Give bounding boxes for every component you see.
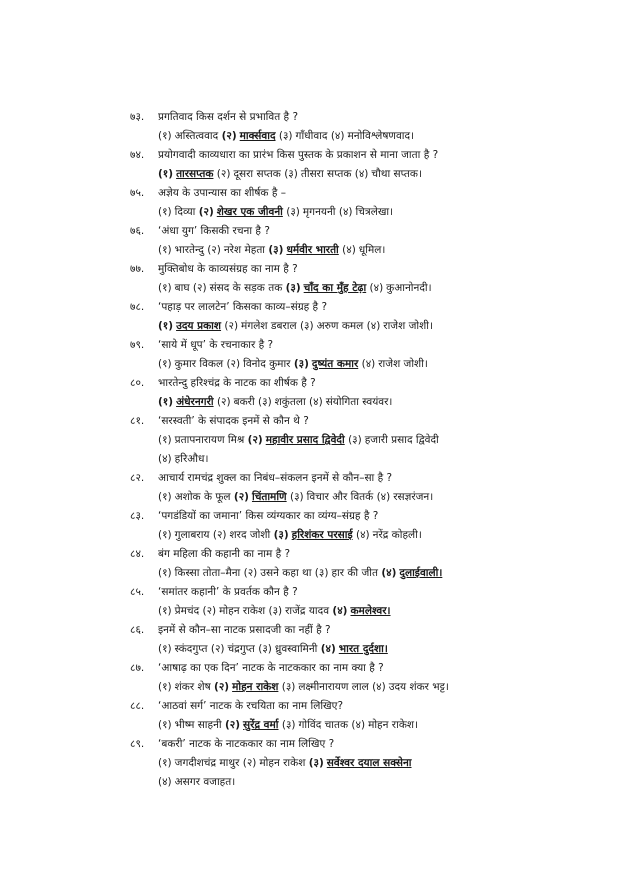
question-number: ८२. bbox=[130, 472, 145, 484]
option-label: (१) bbox=[158, 130, 172, 142]
question-line bbox=[130, 507, 622, 526]
option-text: दूसरा सप्तक bbox=[233, 168, 281, 180]
option-text: हरिशंकर परसाई bbox=[291, 529, 353, 541]
option-label: (२) bbox=[242, 757, 257, 769]
question-line bbox=[130, 374, 622, 393]
question-block bbox=[130, 108, 622, 146]
option-text: जगदीशचंद्र माथुर bbox=[174, 757, 240, 769]
option bbox=[362, 358, 428, 370]
option-text: स्कंदगुप्त bbox=[174, 643, 208, 655]
options-line bbox=[130, 241, 622, 260]
option bbox=[158, 529, 210, 541]
option-label: (४) bbox=[309, 396, 323, 408]
option-label: (४) bbox=[351, 719, 366, 731]
question-number: ७६. bbox=[130, 225, 145, 237]
option-label: (३) bbox=[290, 491, 304, 503]
option-text: गोविंद चातक bbox=[298, 719, 349, 731]
question-block bbox=[130, 222, 622, 260]
option-text: गुलाबराय bbox=[174, 529, 210, 541]
option-label: (१) bbox=[158, 320, 174, 332]
option-label: (२) bbox=[198, 206, 214, 218]
option-label: (१) bbox=[158, 643, 172, 655]
question-line bbox=[130, 184, 622, 203]
option bbox=[217, 168, 281, 180]
option-text: मोहन राकेश bbox=[259, 757, 306, 769]
question-block bbox=[130, 146, 622, 184]
options-line bbox=[130, 127, 622, 146]
correct-option bbox=[274, 529, 353, 541]
option-text: चाँद का मुँह टेढ़ा bbox=[303, 282, 367, 294]
option-label: (१) bbox=[158, 681, 172, 693]
option bbox=[224, 320, 296, 332]
option-text: मंगलेश डबराल bbox=[241, 320, 297, 332]
question-number: ८९. bbox=[130, 738, 145, 750]
option bbox=[158, 643, 208, 655]
options-line bbox=[130, 393, 622, 412]
correct-option bbox=[234, 491, 287, 503]
question-line bbox=[130, 298, 622, 317]
question-text: बंग महिला की कहानी का नाम है ? bbox=[158, 548, 291, 560]
option-label: (२) bbox=[247, 434, 263, 446]
correct-option bbox=[199, 206, 283, 218]
question-line bbox=[130, 108, 622, 127]
option-text: अंधेरनगरी bbox=[176, 396, 214, 408]
question-text: ‘सरस्वती’ के संपादक इनमें से कौन थे ? bbox=[158, 415, 309, 427]
options-line bbox=[130, 165, 622, 184]
option bbox=[370, 282, 432, 294]
option bbox=[290, 491, 373, 503]
option bbox=[158, 282, 190, 294]
option bbox=[258, 396, 306, 408]
options-line bbox=[130, 526, 622, 545]
option-label: (३) bbox=[284, 168, 298, 180]
option-label: (२) bbox=[212, 529, 227, 541]
question-number: ७७. bbox=[130, 263, 145, 275]
option bbox=[268, 605, 329, 617]
option-text: तारसप्तक bbox=[176, 168, 214, 180]
option bbox=[158, 605, 199, 617]
option bbox=[158, 453, 208, 465]
option-text: भीष्म साहनी bbox=[174, 719, 222, 731]
option-text: दुलाईवाली। bbox=[399, 567, 443, 579]
option bbox=[356, 529, 422, 541]
question-text: इनमें से कौन–सा नाटक प्रसादजी का नहीं है ? bbox=[158, 624, 331, 636]
option-label: (३) bbox=[293, 358, 309, 370]
option-label: (१) bbox=[158, 434, 172, 446]
option-text: प्रेमचंद bbox=[174, 605, 200, 617]
option-text: धूमिल। bbox=[358, 244, 386, 256]
option bbox=[342, 244, 385, 256]
option-text: मनोविश्लेषणवाद। bbox=[347, 130, 415, 142]
question-text: ‘पहाड़ पर लालटेन’ किसका काव्य–संग्रह है ? bbox=[158, 301, 328, 313]
question-line bbox=[130, 621, 622, 640]
option-label: (२) bbox=[226, 358, 241, 370]
question-line bbox=[130, 412, 622, 431]
option-label: (२) bbox=[224, 320, 239, 332]
option-text: चित्रलेखा। bbox=[355, 206, 394, 218]
correct-option bbox=[214, 681, 278, 693]
option bbox=[213, 529, 270, 541]
question-number: ७९. bbox=[130, 339, 145, 351]
question-block bbox=[130, 507, 622, 545]
option-label: (४) bbox=[355, 529, 370, 541]
option-label: (४) bbox=[330, 130, 345, 142]
option-text: महावीर प्रसाद द्विवेदी bbox=[265, 434, 345, 446]
question-number: ७८. bbox=[130, 301, 145, 313]
option-text: रसज्ञरंजन। bbox=[393, 491, 434, 503]
option-label: (३) bbox=[348, 434, 362, 446]
option-label: (४) bbox=[342, 244, 356, 256]
option bbox=[282, 719, 348, 731]
option-label: (३) bbox=[278, 130, 293, 142]
correct-option bbox=[309, 757, 412, 769]
option-text: मृगनयनी bbox=[302, 206, 336, 218]
option-label: (१) bbox=[158, 396, 174, 408]
correct-option bbox=[158, 168, 213, 180]
option-text: धर्मवीर भारती bbox=[286, 244, 339, 256]
options-line bbox=[130, 317, 622, 336]
option-label: (४) bbox=[338, 206, 353, 218]
option-text: कमलेश्वर। bbox=[350, 605, 391, 617]
option-text: किस्सा तोता–मैना bbox=[174, 567, 241, 579]
question-text: मुक्तिबोध के काव्यसंग्रह का नाम है ? bbox=[158, 263, 298, 275]
question-block bbox=[130, 697, 622, 735]
correct-option bbox=[248, 434, 345, 446]
option-label: (३) bbox=[268, 605, 283, 617]
question-number: ८७. bbox=[130, 662, 145, 674]
option-text: मोहन राकेश। bbox=[368, 719, 418, 731]
option-text: शरद जोशी bbox=[229, 529, 271, 541]
option-label: (१) bbox=[158, 605, 172, 617]
option bbox=[158, 757, 239, 769]
question-block bbox=[130, 583, 622, 621]
option-text: राजेंद्र यादव bbox=[285, 605, 330, 617]
options-line bbox=[130, 754, 622, 773]
question-text: ‘पगडंडियों का जमाना’ किस व्यंग्यकार का व्यंग्य–संग्रह है ? bbox=[158, 510, 379, 522]
option-text: बकरी bbox=[233, 396, 255, 408]
question-number: ८०. bbox=[130, 377, 145, 389]
question-text: ‘आषाढ़ का एक दिन’ नाटक के नाटककार का नाम क्या है ? bbox=[158, 662, 384, 674]
question-line bbox=[130, 545, 622, 564]
option-label: (१) bbox=[158, 206, 172, 218]
option-label: (४) bbox=[376, 491, 391, 503]
option-label: (२) bbox=[202, 605, 217, 617]
option bbox=[158, 244, 204, 256]
option bbox=[158, 434, 244, 446]
option bbox=[158, 681, 211, 693]
question-line bbox=[130, 336, 622, 355]
options-line bbox=[130, 431, 622, 450]
question-number: ८४. bbox=[130, 548, 145, 560]
option-text: हार की जीत bbox=[331, 567, 378, 579]
option-text: सर्वेश्वर दयाल सक्सेना bbox=[326, 757, 412, 769]
options-line bbox=[130, 564, 622, 583]
question-number: ८८. bbox=[130, 700, 145, 712]
correct-option bbox=[222, 130, 276, 142]
question-block bbox=[130, 412, 622, 469]
option-label: (२) bbox=[210, 643, 225, 655]
option bbox=[339, 206, 393, 218]
question-block bbox=[130, 621, 622, 659]
option-label: (१) bbox=[158, 719, 172, 731]
options-line bbox=[130, 488, 622, 507]
option-label: (२) bbox=[221, 130, 237, 142]
option-label: (१) bbox=[158, 282, 172, 294]
question-text: ‘समांतर कहानी’ के प्रवर्तक कौन है ? bbox=[158, 586, 298, 598]
option-text: लक्ष्मीनारायण लाल bbox=[298, 681, 369, 693]
option-text: चिंतामणि bbox=[251, 491, 287, 503]
option-text: मार्क्सवाद bbox=[239, 130, 276, 142]
options-line bbox=[130, 450, 622, 469]
question-number: ८६. bbox=[130, 624, 145, 636]
question-line bbox=[130, 469, 622, 488]
option bbox=[243, 757, 306, 769]
options-line bbox=[130, 773, 622, 792]
options-line bbox=[130, 203, 622, 222]
option-text: विनोद कुमार bbox=[243, 358, 291, 370]
option-text: नरेंद्र कोहली। bbox=[372, 529, 422, 541]
option bbox=[286, 206, 335, 218]
option-label: (४) bbox=[332, 605, 348, 617]
option-label: (३) bbox=[299, 320, 314, 332]
option-label: (३) bbox=[314, 567, 329, 579]
options-line bbox=[130, 716, 622, 735]
option-label: (२) bbox=[233, 491, 249, 503]
question-list bbox=[130, 108, 622, 792]
option-label: (१) bbox=[158, 244, 172, 256]
option-text: कुआनोनदी। bbox=[386, 282, 432, 294]
question-number: ७५. bbox=[130, 187, 145, 199]
option-label: (३) bbox=[286, 206, 300, 218]
question-block bbox=[130, 260, 622, 298]
question-line bbox=[130, 583, 622, 602]
option bbox=[315, 567, 378, 579]
question-line bbox=[130, 659, 622, 678]
question-block bbox=[130, 469, 622, 507]
option bbox=[158, 719, 222, 731]
option-text: शकुंतला bbox=[274, 396, 306, 408]
option-label: (३) bbox=[285, 282, 301, 294]
option bbox=[203, 605, 266, 617]
option bbox=[284, 168, 351, 180]
correct-option bbox=[332, 605, 390, 617]
question-text: ‘साये में धूप’ के रचनाकार है ? bbox=[158, 339, 274, 351]
option-text: संसद के सड़क तक bbox=[209, 282, 283, 294]
option-label: (४) bbox=[369, 282, 384, 294]
option-label: (२) bbox=[224, 719, 241, 731]
option-label: (१) bbox=[158, 358, 172, 370]
option-text: दुष्यंत कमार bbox=[311, 358, 359, 370]
option bbox=[158, 776, 235, 788]
correct-option bbox=[158, 320, 221, 332]
option-text: तीसरा सप्तक bbox=[300, 168, 352, 180]
question-text: ‘आठवां सर्ग’ नाटक के रचयिता का नाम लिखिए? bbox=[158, 700, 344, 712]
option bbox=[309, 396, 392, 408]
question-text: प्रयोगवादी काव्यधारा का प्रारंभ किस पुस्तक के प्रकाशन से माना जाता है ? bbox=[158, 149, 439, 161]
question-block bbox=[130, 184, 622, 222]
option-label: (४) bbox=[158, 776, 172, 788]
option bbox=[158, 206, 195, 218]
option-label: (१) bbox=[158, 529, 172, 541]
option bbox=[367, 320, 433, 332]
option-text: सुरेंद्र वर्मा bbox=[243, 719, 279, 731]
question-block bbox=[130, 735, 622, 792]
question-block bbox=[130, 298, 622, 336]
option-text: भारतेन्दु bbox=[174, 244, 204, 256]
option-text: अरुण कमल bbox=[316, 320, 364, 332]
option-text: मोहन राकेश bbox=[219, 605, 266, 617]
option-text: चंद्रगुप्त bbox=[227, 643, 255, 655]
option-label: (३) bbox=[308, 757, 324, 769]
option bbox=[207, 244, 265, 256]
options-line bbox=[130, 678, 622, 697]
option-label: (१) bbox=[158, 168, 174, 180]
option bbox=[377, 491, 434, 503]
option-text: शेखर एक जीवनी bbox=[216, 206, 283, 218]
option bbox=[158, 358, 223, 370]
option-text: गाँधीवाद bbox=[295, 130, 328, 142]
question-block bbox=[130, 336, 622, 374]
option-label: (३) bbox=[258, 643, 272, 655]
question-number: ८१. bbox=[130, 415, 145, 427]
option bbox=[244, 567, 312, 579]
option-text: अस्तित्ववाद bbox=[174, 130, 219, 142]
question-text: ‘अंधा युग’ किसकी रचना है ? bbox=[158, 225, 270, 237]
option bbox=[279, 130, 328, 142]
question-number: ७४. bbox=[130, 149, 145, 161]
options-line bbox=[130, 640, 622, 659]
question-text: भारतेन्दु हरिश्चंद्र के नाटक का शीर्षक है ? bbox=[158, 377, 316, 389]
correct-option bbox=[268, 244, 338, 256]
option-label: (२) bbox=[216, 396, 231, 408]
option-text: बाघ bbox=[174, 282, 190, 294]
options-line bbox=[130, 279, 622, 298]
option-text: प्रतापनारायण मिश्र bbox=[174, 434, 245, 446]
option-label: (४) bbox=[320, 643, 336, 655]
option-text: अशोक के फूल bbox=[174, 491, 231, 503]
option-text: हरिऔध। bbox=[174, 453, 209, 465]
option-text: विचार और वितर्क bbox=[306, 491, 374, 503]
option-label: (३) bbox=[281, 681, 296, 693]
option-label: (४) bbox=[158, 453, 172, 465]
option bbox=[193, 282, 282, 294]
option-label: (३) bbox=[281, 719, 296, 731]
correct-option bbox=[381, 567, 442, 579]
option-label: (४) bbox=[381, 567, 397, 579]
question-number: ८३. bbox=[130, 510, 145, 522]
option bbox=[211, 643, 255, 655]
option bbox=[158, 130, 218, 142]
option-text: उदय प्रकाश bbox=[176, 320, 222, 332]
option-label: (४) bbox=[361, 358, 376, 370]
option bbox=[258, 643, 317, 655]
question-line bbox=[130, 735, 622, 754]
question-text: आचार्य रामचंद्र शुक्ल का निबंध–संकलन इनमें से कौन–सा है ? bbox=[158, 472, 393, 484]
option-label: (४) bbox=[354, 168, 369, 180]
option bbox=[331, 130, 414, 142]
option-label: (३) bbox=[268, 244, 284, 256]
question-line bbox=[130, 146, 622, 165]
option-label: (४) bbox=[372, 681, 386, 693]
option-label: (१) bbox=[158, 491, 172, 503]
option bbox=[300, 320, 363, 332]
option bbox=[226, 358, 290, 370]
question-line bbox=[130, 222, 622, 241]
option-label: (३) bbox=[258, 396, 272, 408]
question-block bbox=[130, 659, 622, 697]
option-text: हजारी प्रसाद द्विवेदी bbox=[364, 434, 439, 446]
option-text: भारत दुर्दशा। bbox=[338, 643, 388, 655]
option-text: संयोगिता स्वयंवर। bbox=[325, 396, 393, 408]
option-text: ध्रुवस्वामिनी bbox=[274, 643, 318, 655]
correct-option bbox=[294, 358, 358, 370]
option-text: उसने कहा था bbox=[260, 567, 312, 579]
option-label: (४) bbox=[366, 320, 381, 332]
option-text: राजेश जोशी। bbox=[378, 358, 428, 370]
option-label: (२) bbox=[214, 681, 230, 693]
option bbox=[372, 681, 449, 693]
option-label: (२) bbox=[207, 244, 221, 256]
option-text: शंकर शेष bbox=[174, 681, 211, 693]
option-label: (१) bbox=[158, 567, 172, 579]
option-label: (२) bbox=[192, 282, 207, 294]
question-line bbox=[130, 697, 622, 716]
question-number: ८५. bbox=[130, 586, 145, 598]
question-block bbox=[130, 374, 622, 412]
option bbox=[355, 168, 422, 180]
option-text: उदय शंकर भट्ट। bbox=[388, 681, 449, 693]
options-line bbox=[130, 355, 622, 374]
option-label: (२) bbox=[243, 567, 258, 579]
question-line bbox=[130, 260, 622, 279]
option-text: दिव्या bbox=[174, 206, 196, 218]
question-number: ७३. bbox=[130, 111, 145, 123]
question-text: प्रगतिवाद किस दर्शन से प्रभावित है ? bbox=[158, 111, 299, 123]
option-label: (३) bbox=[273, 529, 289, 541]
question-text: अज्ञेय के उपान्यास का शीर्षक है – bbox=[158, 187, 286, 199]
option bbox=[351, 719, 418, 731]
correct-option bbox=[225, 719, 279, 731]
correct-option bbox=[286, 282, 367, 294]
option-label: (१) bbox=[158, 757, 172, 769]
option-text: राजेश जोशी। bbox=[383, 320, 433, 332]
options-line bbox=[130, 602, 622, 621]
correct-option bbox=[158, 396, 214, 408]
option-label: (२) bbox=[216, 168, 231, 180]
option bbox=[282, 681, 369, 693]
option bbox=[158, 491, 231, 503]
question-text: ‘बकरी’ नाटक के नाटककार का नाम लिखिए ? bbox=[158, 738, 335, 750]
correct-option bbox=[321, 643, 388, 655]
option-text: मोहन राकेश bbox=[232, 681, 279, 693]
option-text: नरेश मेहता bbox=[223, 244, 266, 256]
option-text: कुमार विकल bbox=[174, 358, 224, 370]
option bbox=[158, 567, 240, 579]
option-text: चौथा सप्तक। bbox=[371, 168, 422, 180]
option-text: असगर वजाहत। bbox=[174, 776, 236, 788]
option bbox=[348, 434, 439, 446]
option bbox=[217, 396, 255, 408]
question-block bbox=[130, 545, 622, 583]
